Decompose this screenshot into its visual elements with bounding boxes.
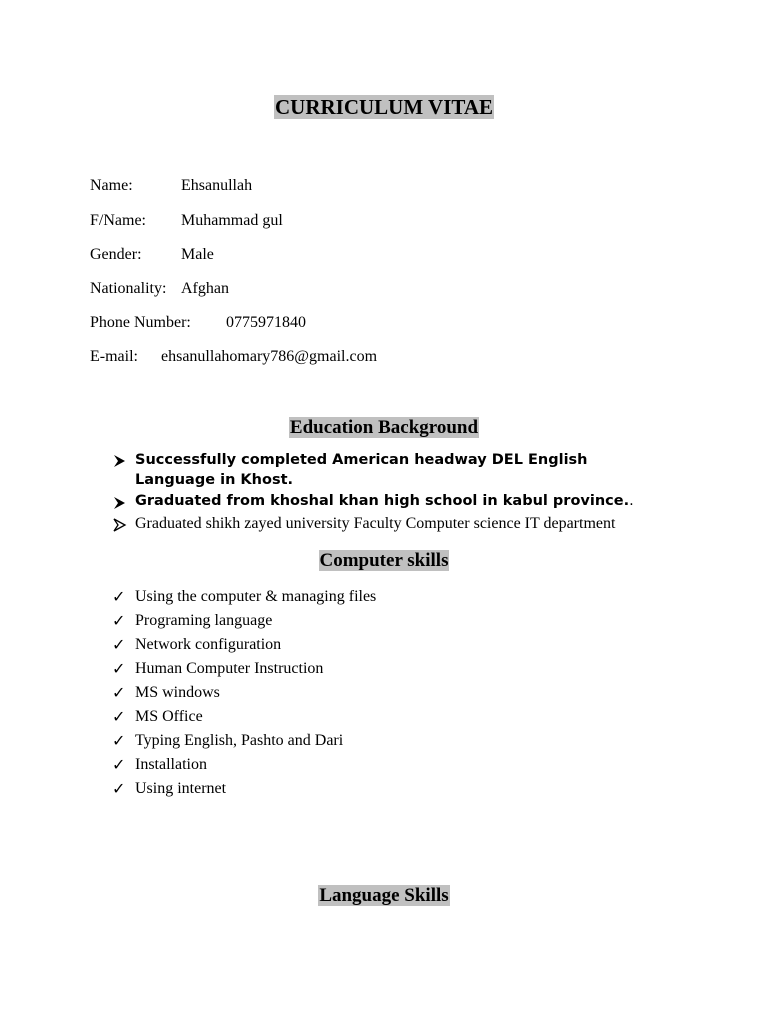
email-label: E-mail: [90, 348, 138, 365]
language-skills-heading [0, 883, 768, 909]
skill-item: Installation [135, 756, 207, 773]
education-item [135, 492, 695, 512]
nationality-value: Afghan [181, 280, 229, 297]
education-item: Successfully completed American headway DEL English Language in Khost. [135, 452, 588, 488]
checkmark-icon: ✓ [112, 731, 126, 750]
skill-item: Network configuration [135, 636, 282, 653]
education-heading [0, 415, 768, 441]
skill-item: Human Computer Instruction [135, 660, 324, 677]
nationality-label: Nationality: [90, 280, 167, 297]
gender-value: Male [181, 246, 214, 263]
education-heading-text: Education Background [289, 417, 479, 438]
checkmark-icon: ✓ [112, 587, 126, 606]
skill-item: MS Office [135, 708, 203, 725]
computer-skills-heading-text: Computer skills [319, 550, 449, 571]
skill-item: MS windows [135, 684, 220, 701]
checkmark-icon: ✓ [112, 755, 126, 774]
checkmark-icon: ✓ [112, 683, 126, 702]
skill-item: Using internet [135, 780, 227, 797]
fname-label: F/Name: [90, 212, 146, 229]
checkmark-icon: ✓ [112, 635, 126, 654]
gender-label: Gender: [90, 246, 142, 263]
email-value: ehsanullahomary786@gmail.com [161, 348, 378, 365]
arrowhead-bullet-icon [112, 495, 128, 511]
skill-item: Using the computer & managing files [135, 588, 377, 605]
checkmark-icon: ✓ [112, 707, 126, 726]
checkmark-icon: ✓ [112, 611, 126, 630]
arrowhead-bullet-icon [112, 517, 128, 533]
checkmark-icon: ✓ [112, 779, 126, 798]
phone-value: 0775971840 [226, 314, 306, 331]
page-title [0, 93, 768, 121]
fname-value: Muhammad gul [181, 212, 283, 229]
page-title-text: CURRICULUM VITAE [275, 95, 493, 119]
skill-item: Typing English, Pashto and Dari [135, 732, 344, 749]
checkmark-icon: ✓ [112, 659, 126, 678]
phone-label: Phone Number: [90, 314, 191, 331]
arrowhead-bullet-icon [112, 453, 128, 469]
education-item-suffix: . [629, 493, 634, 509]
name-label: Name: [90, 177, 133, 194]
computer-skills-heading [0, 548, 768, 574]
skill-item: Programing language [135, 612, 273, 629]
language-skills-heading-text: Language Skills [319, 885, 449, 906]
name-value: Ehsanullah [181, 177, 253, 194]
education-item: Graduated shikh zayed university Faculty Computer science IT department [135, 515, 616, 532]
education-item-text: Graduated from khoshal khan high school in kabul province. [135, 493, 630, 509]
